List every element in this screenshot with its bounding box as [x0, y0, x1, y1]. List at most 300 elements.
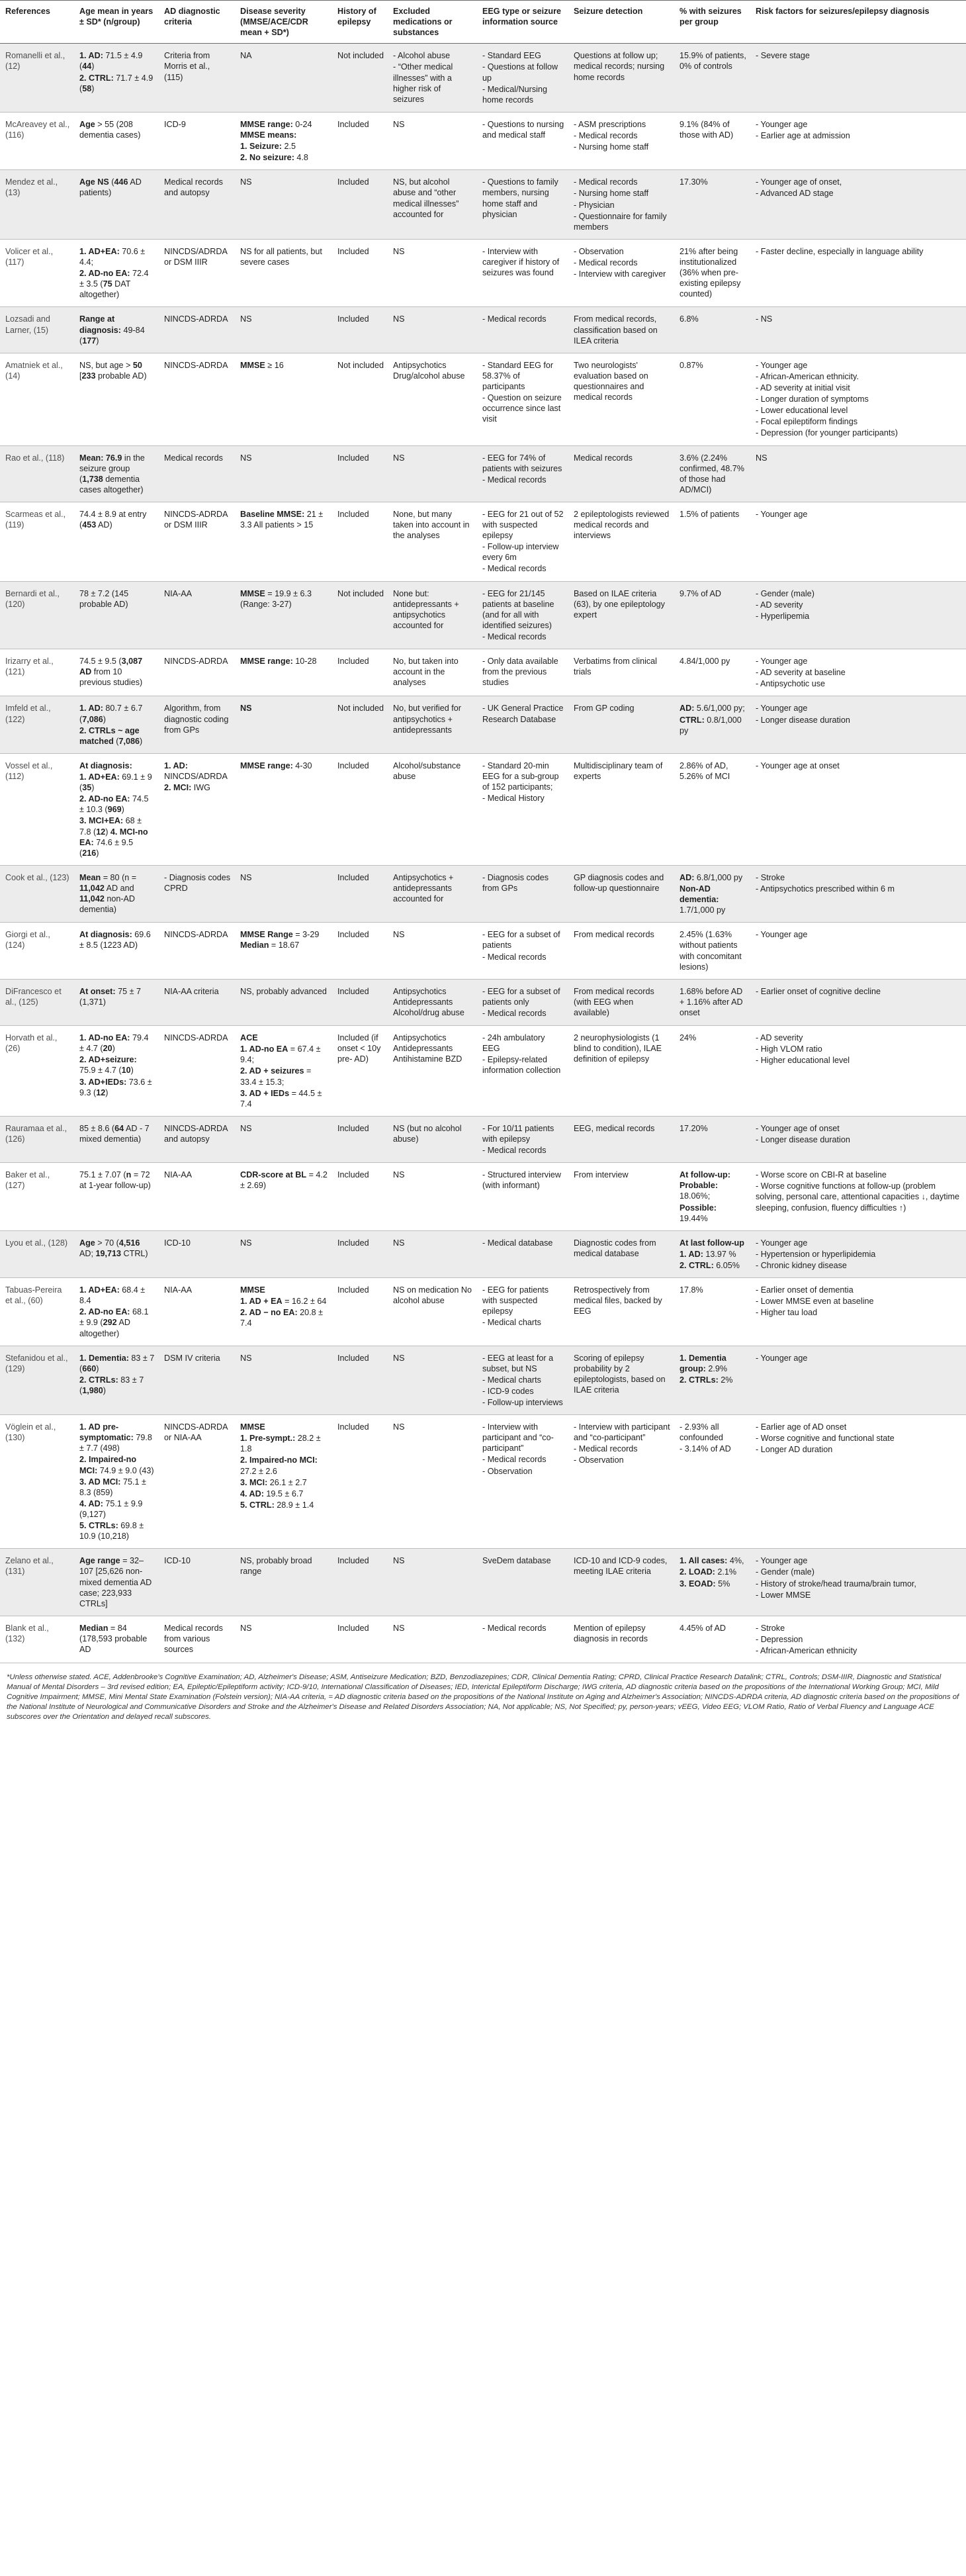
- cell-line: - Younger age: [756, 704, 808, 713]
- cell-line: - Younger age: [756, 360, 808, 370]
- cell-line: - Advanced AD stage: [756, 189, 834, 199]
- cell-seizure-detection: [568, 753, 674, 865]
- cell-line: NS on medication No alcohol abuse: [393, 1285, 472, 1306]
- cell-percent-seizures: [674, 923, 750, 979]
- table-row: [0, 1230, 966, 1277]
- cell-reference: [0, 44, 74, 113]
- cell-line: - Observation: [482, 1466, 533, 1476]
- cell-history-epilepsy: [332, 649, 388, 696]
- cell-line: - EEG for patients with suspected epilepsy: [482, 1285, 549, 1316]
- cell-line: Included: [337, 453, 369, 463]
- table-row: [0, 649, 966, 696]
- cell-line: 1. AD: NINCDS/ADRDA: [164, 760, 228, 782]
- cell-history-epilepsy: [332, 1116, 388, 1162]
- cell-disease-severity: [235, 502, 332, 581]
- cell-line: 75.1 ± 7.07 (n = 72 at 1-year follow-up): [79, 1170, 151, 1191]
- cell-age: [74, 1616, 159, 1663]
- cell-line: - Faster decline, especially in language ability: [756, 246, 924, 256]
- cell-line: - Hypertension or hyperlipidemia: [756, 1249, 876, 1259]
- cell-line: Age > 70 (4,516 AD; 19,713 CTRL): [79, 1238, 148, 1258]
- cell-line: - Medical records: [574, 1444, 638, 1454]
- cell-line: 2. AD+seizure: 75.9 ± 4.7 (10): [79, 1055, 137, 1076]
- cell-eeg-type: [477, 753, 568, 865]
- cell-ad-criteria: [159, 307, 235, 353]
- cell-reference: [0, 1026, 74, 1117]
- cell-eeg-type: [477, 581, 568, 649]
- cell-percent-seizures: [674, 1116, 750, 1162]
- cell-line: 2. CTRLs ~ age matched (7,086): [79, 725, 143, 746]
- cell-excluded-medications: [388, 696, 477, 753]
- cell-line: NS: [393, 1170, 405, 1180]
- cell-line: - African-American ethnicity.: [756, 371, 859, 381]
- cell-line: NINCDS-ADRDA and autopsy: [164, 1123, 228, 1144]
- cell-percent-seizures: [674, 979, 750, 1025]
- cell-line: - Standard EEG: [482, 51, 541, 61]
- cell-line: NA: [240, 51, 252, 61]
- cell-line: Median = 84 (178,593 probable AD: [79, 1623, 148, 1655]
- cell-percent-seizures: [674, 1163, 750, 1231]
- cell-ad-criteria: [159, 1346, 235, 1415]
- cell-line: Included: [337, 1623, 369, 1633]
- cell-line: Scarmeas et al., (119): [5, 509, 66, 530]
- cell-line: NS: [393, 1623, 405, 1633]
- cell-eeg-type: [477, 865, 568, 922]
- cell-line: - Standard 20-min EEG for a sub-group of 152 participants;: [482, 760, 559, 792]
- cell-eeg-type: [477, 1415, 568, 1549]
- cell-eeg-type: [477, 649, 568, 696]
- cell-line: At follow-up: Probable: 18.06%;: [680, 1170, 730, 1201]
- cell-reference: [0, 445, 74, 502]
- cell-line: 2. CTRL: 6.05%: [680, 1260, 740, 1270]
- cell-line: NS: [393, 1422, 405, 1432]
- cell-disease-severity: [235, 170, 332, 240]
- cell-disease-severity: [235, 1026, 332, 1117]
- cell-line: - Medical records: [482, 564, 547, 574]
- cell-line: - Questions to nursing and medical staff: [482, 119, 564, 140]
- cell-eeg-type: [477, 1026, 568, 1117]
- cell-disease-severity: [235, 865, 332, 922]
- cell-line: Criteria from Morris et al., (115): [164, 51, 210, 82]
- cell-line: - Medical records: [574, 130, 638, 140]
- cell-line: Two neurologists' evaluation based on questionnaires and medical records: [574, 360, 648, 402]
- cell-line: - Chronic kidney disease: [756, 1260, 847, 1270]
- cell-line: 4. AD: 75.1 ± 9.9 (9,127): [79, 1498, 143, 1520]
- cell-risk-factors: [750, 923, 966, 979]
- cell-line: Bernardi et al., (120): [5, 588, 60, 609]
- cell-age: [74, 1346, 159, 1415]
- table-row: [0, 1549, 966, 1616]
- cell-line: NS: [393, 119, 405, 129]
- cell-disease-severity: [235, 44, 332, 113]
- cell-ad-criteria: [159, 581, 235, 649]
- cell-percent-seizures: [674, 753, 750, 865]
- cell-line: - Only data available from the previous studies: [482, 657, 558, 688]
- cell-line: DSM IV criteria: [164, 1353, 220, 1363]
- cell-disease-severity: [235, 1346, 332, 1415]
- cell-history-epilepsy: [332, 502, 388, 581]
- cell-excluded-medications: [388, 112, 477, 169]
- cell-risk-factors: [750, 1230, 966, 1277]
- cell-line: NS: [240, 453, 252, 463]
- cell-line: 2.86% of AD, 5.26% of MCI: [680, 760, 730, 782]
- cell-eeg-type: [477, 979, 568, 1025]
- cell-eeg-type: [477, 502, 568, 581]
- cell-line: AD: 5.6/1,000 py;: [680, 704, 745, 713]
- table-row: [0, 1163, 966, 1231]
- cell-risk-factors: [750, 353, 966, 445]
- cell-line: - NS: [756, 314, 773, 324]
- cell-line: - Lower educational level: [756, 406, 848, 416]
- cell-percent-seizures: [674, 1278, 750, 1346]
- cell-line: 78 ± 7.2 (145 probable AD): [79, 588, 129, 609]
- cell-line: - Stroke: [756, 1623, 785, 1633]
- cell-line: 4. AD: 19.5 ± 6.7: [240, 1489, 304, 1498]
- cell-seizure-detection: [568, 649, 674, 696]
- cell-line: - Earlier age at admission: [756, 130, 850, 140]
- cell-line: Included: [337, 986, 369, 996]
- cell-line: - Younger age at onset: [756, 760, 840, 770]
- cell-line: Rauramaa et al., (126): [5, 1123, 67, 1144]
- cell-age: [74, 753, 159, 865]
- cell-line: - Follow-up interview every 6m: [482, 542, 559, 563]
- cell-line: - Worse score on CBI-R at baseline: [756, 1170, 887, 1180]
- cell-age: [74, 1549, 159, 1616]
- cell-line: NIA-AA: [164, 588, 192, 598]
- cell-line: AD: 6.8/1,000 py: [680, 872, 743, 882]
- cell-age: [74, 1026, 159, 1117]
- cell-history-epilepsy: [332, 1549, 388, 1616]
- cell-line: Antipsychotics + antidepressants accounted for: [393, 872, 454, 904]
- cell-ad-criteria: [159, 353, 235, 445]
- cell-line: NIA-AA criteria: [164, 986, 219, 996]
- cell-line: - Depression (for younger participants): [756, 428, 898, 438]
- cell-eeg-type: [477, 44, 568, 113]
- cell-line: NS: [240, 1623, 252, 1633]
- cell-history-epilepsy: [332, 1346, 388, 1415]
- cell-percent-seizures: [674, 865, 750, 922]
- cell-age: [74, 170, 159, 240]
- cell-line: Lyou et al., (128): [5, 1238, 68, 1248]
- cell-line: 2. CTRL: 71.7 ± 4.9 (58): [79, 73, 154, 93]
- cell-percent-seizures: [674, 1026, 750, 1117]
- cell-line: - Medical charts: [482, 1375, 541, 1385]
- cell-line: Romanelli et al., (12): [5, 51, 66, 71]
- cell-line: NINCDS-ADRDA: [164, 314, 228, 324]
- cell-line: - EEG for 21/145 patients at baseline (and for all with identified seizures): [482, 588, 554, 630]
- cell-disease-severity: [235, 1549, 332, 1616]
- cell-line: 3.6% (2.24% confirmed, 48.7% of those had AD/MCI): [680, 453, 745, 494]
- cell-line: 2. AD-no EA: 74.5 ± 10.3 (969): [79, 794, 149, 815]
- cell-line: Included: [337, 1123, 369, 1133]
- cell-ad-criteria: [159, 239, 235, 307]
- cell-line: 5. CTRLs: 69.8 ± 10.9 (10,218): [79, 1521, 144, 1541]
- cell-line: 9.7% of AD: [680, 588, 722, 598]
- cell-line: Non-AD dementia: 1.7/1,000 py: [680, 884, 726, 915]
- cell-line: 1. Dementia: 83 ± 7 (660): [79, 1353, 155, 1373]
- cell-line: NINCDS-ADRDA or DSM IIIR: [164, 509, 228, 530]
- cell-line: - Severe stage: [756, 51, 810, 61]
- cell-line: Verbatims from clinical trials: [574, 657, 657, 677]
- cell-line: 15.9% of patients, 0% of controls: [680, 51, 746, 71]
- cell-history-epilepsy: [332, 307, 388, 353]
- cell-line: Range at diagnosis: 49-84 (177): [79, 314, 145, 345]
- cell-risk-factors: [750, 753, 966, 865]
- cell-line: Included: [337, 509, 369, 519]
- cell-line: - Medical records: [482, 475, 547, 484]
- cell-line: - Medical records: [482, 952, 547, 962]
- cell-line: MMSE range: 4-30: [240, 760, 312, 770]
- cell-line: 3. AD+IEDs: 73.6 ± 9.3 (12): [79, 1077, 152, 1097]
- cell-line: GP diagnosis codes and follow-up questionnaire: [574, 872, 664, 893]
- cell-age: [74, 44, 159, 113]
- cell-line: Questions at follow up; medical records; nursing home records: [574, 51, 665, 82]
- cell-age: [74, 239, 159, 307]
- cell-line: - 2.93% all confounded: [680, 1422, 723, 1443]
- cell-line: Medical records and autopsy: [164, 177, 223, 198]
- cell-line: - Questions at follow up: [482, 62, 558, 83]
- cell-line: 2 epileptologists reviewed medical records and interviews: [574, 509, 670, 541]
- cell-line: 1.68% before AD + 1.16% after AD onset: [680, 986, 743, 1017]
- cell-line: NS: [240, 314, 252, 324]
- cell-reference: [0, 581, 74, 649]
- cell-line: - “Other medical illnesses” with a higher risk of seizures: [393, 62, 453, 104]
- cell-seizure-detection: [568, 170, 674, 240]
- cell-line: - Medical records: [482, 632, 547, 642]
- cell-age: [74, 979, 159, 1025]
- cell-eeg-type: [477, 112, 568, 169]
- cell-line: 1. Dementia group: 2.9%: [680, 1353, 728, 1373]
- cell-line: - Higher educational level: [756, 1056, 850, 1066]
- cell-age: [74, 1116, 159, 1162]
- cell-line: 1. AD-no EA: 79.4 ± 4.7 (20): [79, 1033, 149, 1054]
- cell-line: 2. LOAD: 2.1%: [680, 1567, 737, 1577]
- cell-line: NS: [756, 453, 768, 463]
- cell-line: - Hyperlipemia: [756, 611, 810, 621]
- cell-line: Cook et al., (123): [5, 872, 69, 882]
- cell-line: Giorgi et al., (124): [5, 930, 50, 950]
- cell-age: [74, 1163, 159, 1231]
- cell-line: Based on ILAE criteria (63), by one epileptology expert: [574, 588, 665, 620]
- cell-reference: [0, 1346, 74, 1415]
- cell-line: MMSE range: 10-28: [240, 657, 317, 667]
- cell-line: - EEG for 74% of patients with seizures: [482, 453, 562, 473]
- cell-disease-severity: [235, 696, 332, 753]
- cell-line: NS: [393, 1353, 405, 1363]
- cell-line: From medical records: [574, 930, 654, 940]
- cell-ad-criteria: [159, 502, 235, 581]
- cell-seizure-detection: [568, 696, 674, 753]
- cell-reference: [0, 1278, 74, 1346]
- cell-line: Mendez et al., (13): [5, 177, 58, 198]
- cell-line: - Worse cognitive functions at follow-up (problem solving, personal care, attentional capacities ↓, daytime sleeping, confusion, fluency difficulties ↑): [756, 1181, 960, 1213]
- cell-excluded-medications: [388, 1346, 477, 1415]
- cell-ad-criteria: [159, 1549, 235, 1616]
- header-seizure-detection: Seizure detection: [568, 1, 674, 44]
- cell-disease-severity: [235, 649, 332, 696]
- cell-line: CDR-score at BL = 4.2 ± 2.69): [240, 1170, 328, 1191]
- cell-line: - Structured interview (with informant): [482, 1170, 561, 1191]
- cell-line: NS: [393, 1238, 405, 1248]
- cell-line: - Younger age of onset,: [756, 177, 842, 187]
- cell-line: 2. Impaired-no MCI: 74.9 ± 9.0 (43): [79, 1455, 154, 1475]
- cell-percent-seizures: [674, 353, 750, 445]
- cell-line: Amatniek et al., (14): [5, 360, 63, 381]
- cell-line: Included: [337, 314, 369, 324]
- cell-history-epilepsy: [332, 1415, 388, 1549]
- cell-seizure-detection: [568, 353, 674, 445]
- cell-line: 2. MCI: IWG: [164, 783, 210, 793]
- cell-seizure-detection: [568, 1415, 674, 1549]
- cell-line: NS: [240, 177, 252, 187]
- cell-line: MMSE: [240, 1422, 265, 1432]
- cell-reference: [0, 1163, 74, 1231]
- cell-line: 85 ± 8.6 (64 AD - 7 mixed dementia): [79, 1123, 150, 1144]
- table-row: [0, 923, 966, 979]
- cell-percent-seizures: [674, 239, 750, 307]
- cell-line: - Nursing home staff: [574, 189, 649, 199]
- cell-reference: [0, 1116, 74, 1162]
- cell-excluded-medications: [388, 753, 477, 865]
- cell-line: 2. CTRLs: 2%: [680, 1375, 733, 1385]
- cell-line: - Medical records: [482, 1146, 547, 1156]
- table-row: [0, 112, 966, 169]
- cell-line: 74.4 ± 8.9 at entry (453 AD): [79, 509, 147, 530]
- cell-reference: [0, 353, 74, 445]
- cell-line: NS, but alcohol abuse and “other medical illnesses” accounted for: [393, 177, 459, 219]
- cell-line: Included: [337, 119, 369, 129]
- cell-line: From interview: [574, 1170, 629, 1180]
- cell-eeg-type: [477, 1116, 568, 1162]
- cell-line: Irizarry et al., (121): [5, 657, 54, 677]
- cell-line: - Lower MMSE even at baseline: [756, 1297, 874, 1307]
- cell-line: NS, probably advanced: [240, 986, 327, 996]
- cell-ad-criteria: [159, 649, 235, 696]
- cell-ad-criteria: [159, 753, 235, 865]
- cell-line: - AD severity at baseline: [756, 668, 846, 678]
- cell-line: - Medical/Nursing home records: [482, 84, 547, 105]
- table-row: [0, 44, 966, 113]
- cell-line: - AD severity: [756, 600, 803, 610]
- cell-line: 2 neurophysiologists (1 blind to condition), ILAE definition of epilepsy: [574, 1033, 662, 1064]
- cell-line: Included: [337, 1422, 369, 1432]
- cell-excluded-medications: [388, 979, 477, 1025]
- cell-history-epilepsy: [332, 1163, 388, 1231]
- cell-eeg-type: [477, 1163, 568, 1231]
- cell-eeg-type: [477, 1549, 568, 1616]
- cell-history-epilepsy: [332, 1230, 388, 1277]
- cell-eeg-type: [477, 1278, 568, 1346]
- header-percent-seizures: % with seizures per group: [674, 1, 750, 44]
- cell-ad-criteria: [159, 1163, 235, 1231]
- cell-risk-factors: [750, 239, 966, 307]
- cell-percent-seizures: [674, 696, 750, 753]
- cell-reference: [0, 1616, 74, 1663]
- cell-reference: [0, 979, 74, 1025]
- cell-percent-seizures: [674, 1415, 750, 1549]
- cell-line: - Physician: [574, 200, 615, 210]
- cell-line: MMSE ≥ 16: [240, 360, 284, 370]
- cell-age: [74, 649, 159, 696]
- cell-line: 3. EOAD: 5%: [680, 1579, 730, 1588]
- cell-risk-factors: [750, 1415, 966, 1549]
- cell-line: - Longer duration of symptoms: [756, 394, 869, 404]
- cell-line: Lozsadi and Larner, (15): [5, 314, 50, 335]
- cell-ad-criteria: [159, 170, 235, 240]
- cell-line: 2. CTRLs: 83 ± 7 (1,980): [79, 1375, 144, 1395]
- cell-age: [74, 502, 159, 581]
- table-row: [0, 865, 966, 922]
- cell-line: NS: [240, 1238, 252, 1248]
- cell-line: McAreavey et al., (116): [5, 119, 70, 140]
- cell-line: NS: [393, 314, 405, 324]
- cell-risk-factors: [750, 307, 966, 353]
- cell-excluded-medications: [388, 502, 477, 581]
- cell-eeg-type: [477, 353, 568, 445]
- cell-line: - Medical records: [482, 1008, 547, 1018]
- cell-ad-criteria: [159, 1116, 235, 1162]
- cell-seizure-detection: [568, 307, 674, 353]
- cell-risk-factors: [750, 112, 966, 169]
- table-footnote: [7, 1673, 959, 1722]
- cell-line: Included: [337, 1170, 369, 1180]
- cell-line: - Question on seizure occurrence since last visit: [482, 393, 562, 424]
- cell-line: - Observation: [574, 246, 624, 256]
- table-row: [0, 979, 966, 1025]
- cell-line: - Younger age: [756, 1238, 808, 1248]
- cell-line: SveDem database: [482, 1556, 551, 1566]
- cell-line: Included: [337, 872, 369, 882]
- cell-disease-severity: [235, 445, 332, 502]
- cell-line: - 3.14% of AD: [680, 1444, 731, 1454]
- cell-line: CTRL: 0.8/1,000 py: [680, 715, 742, 735]
- cell-disease-severity: [235, 307, 332, 353]
- cell-line: - Stroke: [756, 872, 785, 882]
- cell-line: No, but taken into account in the analyses: [393, 657, 459, 688]
- cell-line: Baseline MMSE: 21 ± 3.3 All patients > 15: [240, 509, 324, 530]
- cell-ad-criteria: [159, 865, 235, 922]
- cell-line: NS: [240, 872, 252, 882]
- cell-excluded-medications: [388, 1415, 477, 1549]
- cell-risk-factors: [750, 979, 966, 1025]
- cell-reference: [0, 307, 74, 353]
- cell-excluded-medications: [388, 1026, 477, 1117]
- cell-line: From GP coding: [574, 704, 635, 713]
- cell-line: Included: [337, 1238, 369, 1248]
- cell-line: Included: [337, 930, 369, 940]
- cell-seizure-detection: [568, 979, 674, 1025]
- cell-line: - Interview with caregiver: [574, 269, 666, 279]
- cell-reference: [0, 1230, 74, 1277]
- cell-disease-severity: [235, 979, 332, 1025]
- cell-percent-seizures: [674, 649, 750, 696]
- cell-line: MMSE Range = 3-29 Median = 18.67: [240, 930, 320, 950]
- cell-risk-factors: [750, 502, 966, 581]
- cell-line: - Diagnosis codes from GPs: [482, 872, 549, 893]
- cell-line: Age > 55 (208 dementia cases): [79, 119, 141, 140]
- cell-line: - AD severity: [756, 1033, 803, 1043]
- cell-age: [74, 865, 159, 922]
- cell-age: [74, 1415, 159, 1549]
- cell-seizure-detection: [568, 1346, 674, 1415]
- cell-line: Included (if onset < 10y pre- AD): [337, 1033, 381, 1064]
- table-row: [0, 353, 966, 445]
- cell-line: NS, probably broad range: [240, 1556, 312, 1577]
- cell-age: [74, 353, 159, 445]
- cell-line: - Higher tau load: [756, 1308, 818, 1318]
- cell-age: [74, 307, 159, 353]
- table-row: [0, 1116, 966, 1162]
- cell-seizure-detection: [568, 581, 674, 649]
